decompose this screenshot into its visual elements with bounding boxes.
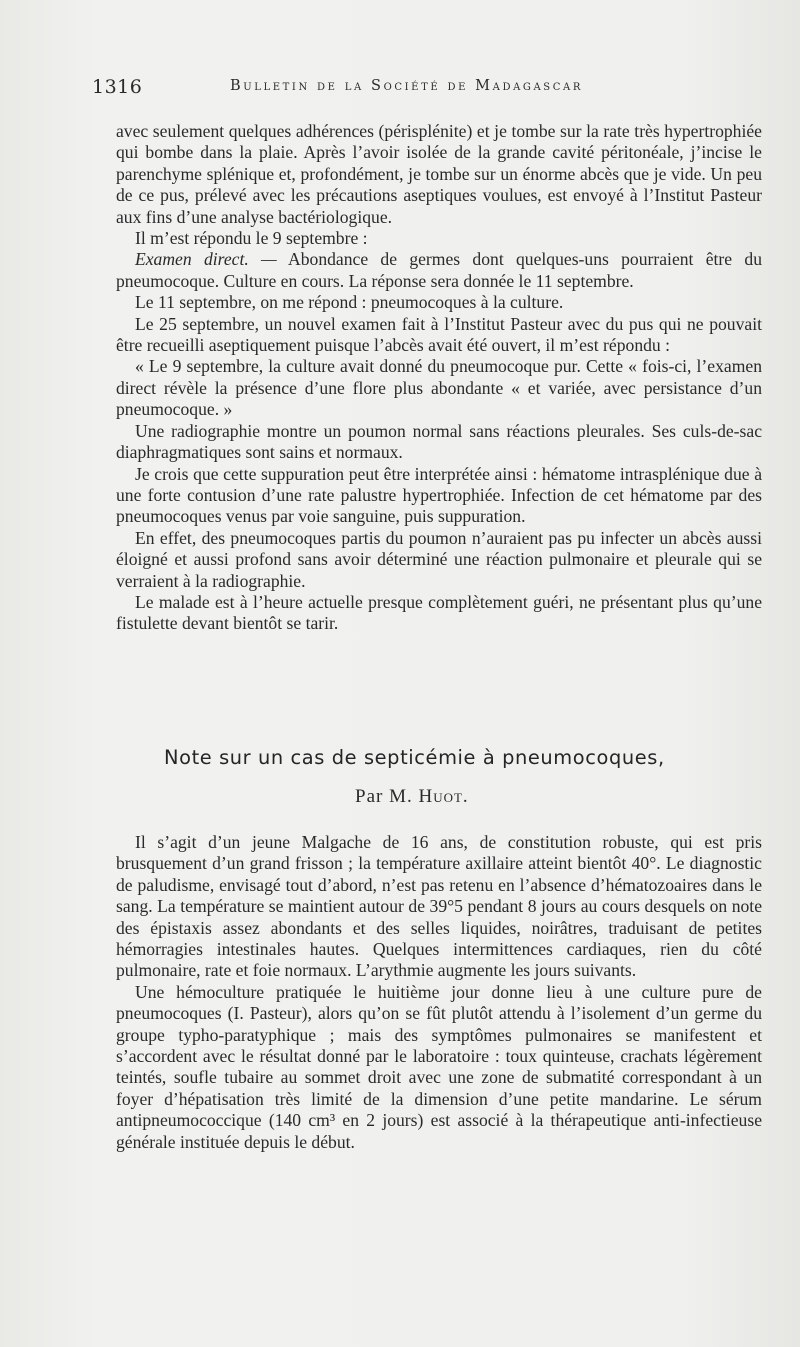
paragraph: Une hémoculture pratiquée le huitième jour donne lieu à une culture pure de pneumocoques (I. Pasteur), alors qu’on se fût plutôt attendu à l’isolement d’un germe du groupe typho-paratyphique ; mais des symptômes pulmonaires se manifestent et s’accordent avec le résultat donné par le laboratoire : toux quinteuse, crachats légèrement teintés, soufle tubaire au sommet droit avec une zone de submatité correspondant à un foyer d’hépatisation très limité de la dimension d’une petite mandarine. Le sérum antipneumococcique (140 cm³ en 2 jours) est associé à la thérapeutique anti-infectieuse générale instituée depuis le début. [116,981,762,1152]
paragraph: Il s’agit d’un jeune Malgache de 16 ans, de constitution robuste, qui est pris brusquement d’un grand frisson ; la température axillaire atteint bientôt 40°. Le diagnostic de paludisme, envisagé tout d’abord, n’est pas retenu en l’absence d’hématozoaires dans le sang. La température se maintient autour de 39°5 pendant 8 jours au cours desquels on note des épistaxis assez abondants et des selles liquides, noirâtres, traduisant de petites hémorragies intestinales hautes. Quelques intermittences cardiaques, rien du côté pulmonaire, rate et foie normaux. L’arythmie augmente les jours suivants. [116,832,762,981]
author-byline [355,786,469,808]
byline-prefix: Par M. [355,786,413,807]
paragraph: avec seulement quelques adhérences (périsplénite) et je tombe sur la rate très hypertrophiée qui bombe dans la plaie. Après l’avoir isolée de la grande cavité péritonéale, j’incise le parenchyme splénique et, profondément, je tombe sur un énorme abcès que je vide. Un peu de ce pus, prélevé avec les précautions aseptiques voulues, est envoyé à l’Institut Pasteur aux fins d’une analyse bactériologique. [116,121,762,227]
journal-title: Bulletin de la Société de Madagascar [230,78,583,94]
paragraph: En effet, des pneumocoques partis du poumon n’auraient pas pu infecter un abcès aussi éloigné et aussi profond sans avoir déterminé une réaction pulmonaire et pleurale qui se verraient à la radiographie. [116,527,762,591]
paragraph [116,249,762,292]
page-number: 1316 [92,76,143,98]
paragraph-text: Abondance de germes dont quelques-uns pourraient être du pneumocoque. Culture en cours. La réponse sera donnée le 11 septembre. [116,249,762,291]
article-body [116,832,762,1153]
quoted-paragraph: « Le 9 septembre, la culture avait donné du pneumocoque pur. Cette « fois-ci, l’examen direct révèle la présence d’une flore plus abondante « et variée, avec persistance d’un pneumocoque. » [116,356,762,420]
paragraph: Je crois que cette suppuration peut être interprétée ainsi : hématome intrasplénique due à une forte contusion d’une rate palustre hypertrophiée. Infection de cet hématome par des pneumocoques venus par voie sanguine, puis suppuration. [116,463,762,527]
previous-article-continuation [116,121,762,635]
article-title: Note sur un cas de septicémie à pneumocoques, [164,746,665,769]
author-name: Huot. [418,786,469,807]
paragraph: Le 25 septembre, un nouvel examen fait à l’Institut Pasteur avec du pus qui ne pouvait être recueilli aseptiquement puisque l’abcès avait été ouvert, il m’est répondu : [116,313,762,356]
paragraph: Le 11 septembre, on me répond : pneumocoques à la culture. [135,292,564,313]
direct-exam-label: Examen direct. — [135,249,277,270]
paragraph: Le malade est à l’heure actuelle presque complètement guéri, ne présentant plus qu’une fistulette devant bientôt se tarir. [116,591,762,634]
paragraph: Une radiographie montre un poumon normal sans réactions pleurales. Ses culs-de-sac diaphragmatiques sont sains et normaux. [116,420,762,463]
running-head [90,74,780,104]
paragraph: Il m’est répondu le 9 septembre : [135,228,368,249]
